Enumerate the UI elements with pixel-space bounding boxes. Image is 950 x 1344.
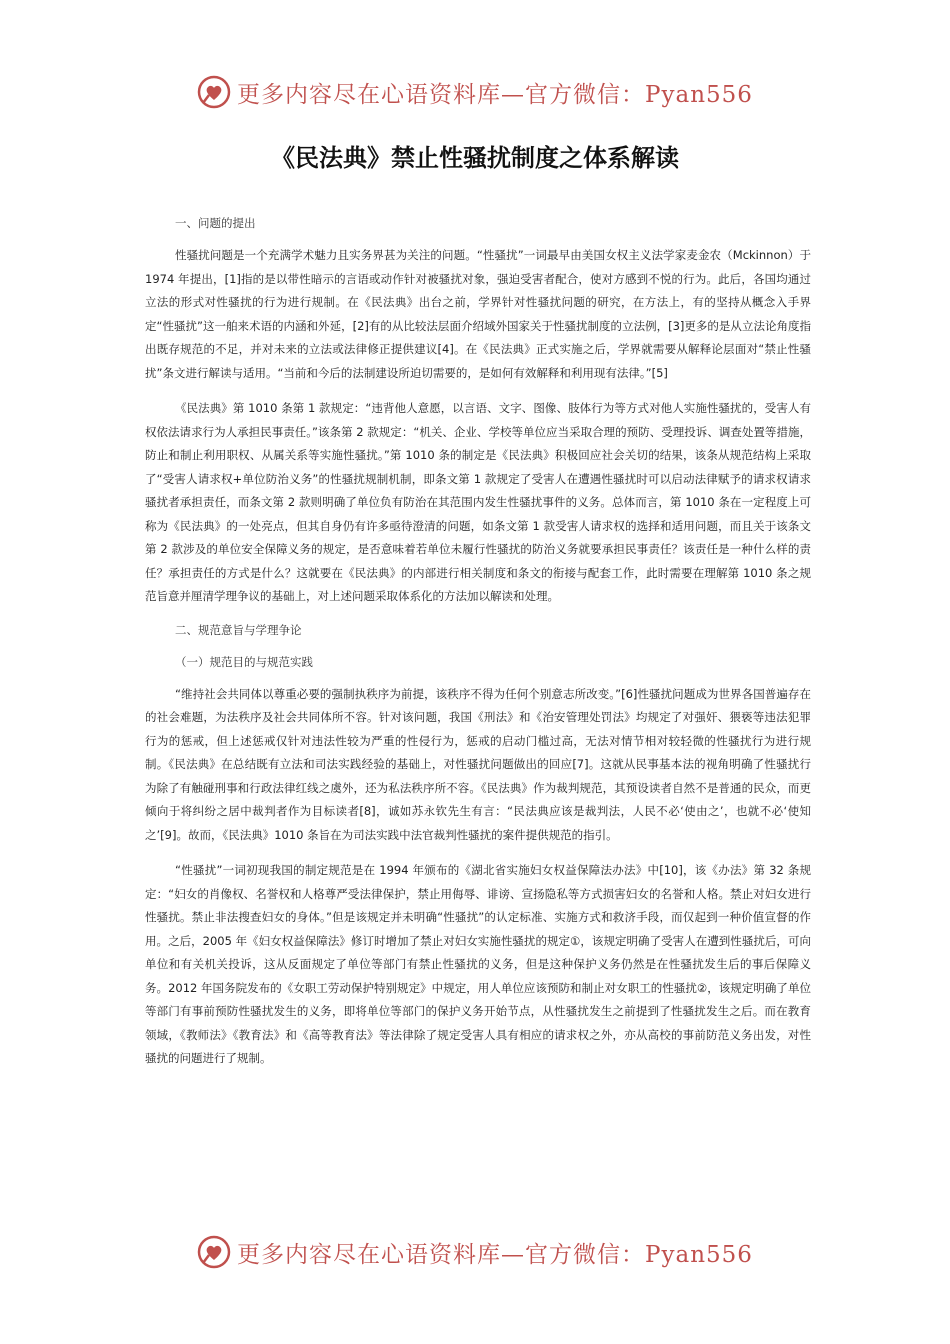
document-body (145, 212, 811, 1071)
heart-ribbon-logo-icon (197, 75, 231, 109)
heart-ribbon-logo-icon (197, 1235, 231, 1269)
footer-banner (0, 1232, 950, 1272)
paragraph-1: 性骚扰问题是一个充满学术魅力且实务界甚为关注的问题。“性骚扰”一词最早由美国女权主义法学家麦金农（Mckinnon）于 1974 年提出，[1]指的是以带性暗示的言语或动作针对被骚扰对象，强迫受害者配合，使对方感到不悦的行为。此后，各国均通过立法的形式对性骚扰的行为进行规制。在《民法典》出台之前，学界针对性骚扰问题的研究，在方法上，有的坚持从概念入手界定“性骚扰”这一舶来术语的内涵和外延，[2]有的从比较法层面介绍域外国家关于性骚扰制度的立法例，[3]更多的是从立法论角度指出既存规范的不足，并对未来的立法或法律修正提供建议[4]。在《民法典》正式实施之后，学界就需要从解释论层面对“禁止性骚扰”条文进行解读与适用。“当前和今后的法制建设所迫切需要的，是如何有效解释和利用现有法律。”[5] (145, 248, 811, 380)
paragraph-3: “维持社会共同体以尊重必要的强制执秩序为前提，该秩序不得为任何个别意志所改变。”[6]性骚扰问题成为世界各国普遍存在的社会难题，为法秩序及社会共同体所不容。针对该问题，我国《刑法》和《治安管理处罚法》均规定了对强奸、猥亵等违法犯罪行为的惩戒，但上述惩戒仅针对违法性较为严重的性侵行为，惩戒的启动门槛过高，无法对情节相对较轻微的性骚扰行为进行规制。《民法典》在总结既有立法和司法实践经验的基础上，对性骚扰问题做出的回应[7]。这就从民事基本法的视角明确了性骚扰行为除了有触碰刑事和行政法律红线之虞外，还为私法秩序所不容。《民法典》作为裁判规范，其预设读者自然不是普通的民众，而更倾向于将纠纷之居中裁判者作为目标读者[8]，诚如苏永钦先生有言：“民法典应该是裁判法，人民不必‘使由之’，也就不必‘使知之’[9]。故而，《民法典》1010 条旨在为司法实践中法官裁判性骚扰的案件提供规范的指引。 (145, 686, 811, 842)
section-heading-2: 二、规范意旨与学理争论 (175, 622, 302, 637)
section-heading-1: 一、问题的提出 (175, 216, 256, 230)
paragraph-2: 《民法典》第 1010 条第 1 款规定：“违背他人意愿，以言语、文字、图像、肢体行为等方式对他人实施性骚扰的，受害人有权依法请求行为人承担民事责任。”该条第 2 款规定：“机关、企业、学校等单位应当采取合理的预防、受理投诉、调查处置等措施，防止和制止利用职权、从属关系等实施性骚扰。”第 1010 条的制定是《民法典》积极回应社会关切的结果，该条从规范结构上采取了“受害人请求权+单位防治义务”的性骚扰规制机制，即条文第 1 款规定了受害人在遭遇性骚扰时可以启动法律赋予的请求权请求骚扰者承担责任，而条文第 2 款则明确了单位负有防治在其范围内发生性骚扰事件的义务。总体而言，第 1010 条在一定程度上可称为《民法典》的一处亮点，但其自身仍有许多亟待澄清的问题，如条文第 1 款受害人请求权的选择和适用问题，而且关于该条文第 2 款涉及的单位安全保障义务的规定，是否意味着若单位未履行性骚扰的防治义务就要承担民事责任？该责任是一种什么样的责任？承担责任的方式是什么？这就要在《民法典》的内部进行相关制度和条文的衔接与配套工作，此时需要在理解第 1010 条之规范旨意并厘清学理争议的基础上，对上述问题采取体系化的方法加以解读和处理。 (145, 401, 811, 603)
paragraph-4: “性骚扰”一词初现我国的制定规范是在 1994 年颁布的《湖北省实施妇女权益保障法办法》中[10]，该《办法》第 32 条规定：“妇女的肖像权、名誉权和人格尊严受法律保护，禁止用侮辱、诽谤、宣扬隐私等方式损害妇女的名誉和人格。禁止对妇女进行性骚扰。禁止非法搜查妇女的身体。”但是该规定并未明确“性骚扰”的认定标准、实施方式和救济手段，而仅起到一种价值宣督的作用。之后，2005 年《妇女权益保障法》修订时增加了禁止对妇女实施性骚扰的规定①，该规定明确了受害人在遭到性骚扰后，可向单位和有关机关投诉，这从反面规定了单位等部门有禁止性骚扰的义务，但是这种保护义务仍然是在性骚扰发生后的事后保障义务。2012 年国务院发布的《女职工劳动保护特别规定》中规定，用人单位应该预防和制止对女职工的性骚扰②，该规定明确了单位等部门有事前预防性骚扰发生的义务，即将单位等部门的保护义务开始节点，从性骚扰发生之前提到了性骚扰发生之后。而在教育领域，《教师法》《教育法》和《高等教育法》等法律除了规定受害人具有相应的请求权之外，亦从高校的事前防范义务出发，对性骚扰的问题进行了规制。 (145, 863, 811, 1065)
banner-text: 更多内容尽在心语资料库—官方微信：Pyan556 (237, 1241, 753, 1268)
subsection-heading-1: （一）规范目的与规范实践 (175, 654, 313, 669)
banner-text: 更多内容尽在心语资料库—官方微信：Pyan556 (237, 81, 753, 108)
document-title: 《民法典》禁止性骚扰制度之体系解读 (271, 144, 679, 172)
header-banner (0, 72, 950, 112)
